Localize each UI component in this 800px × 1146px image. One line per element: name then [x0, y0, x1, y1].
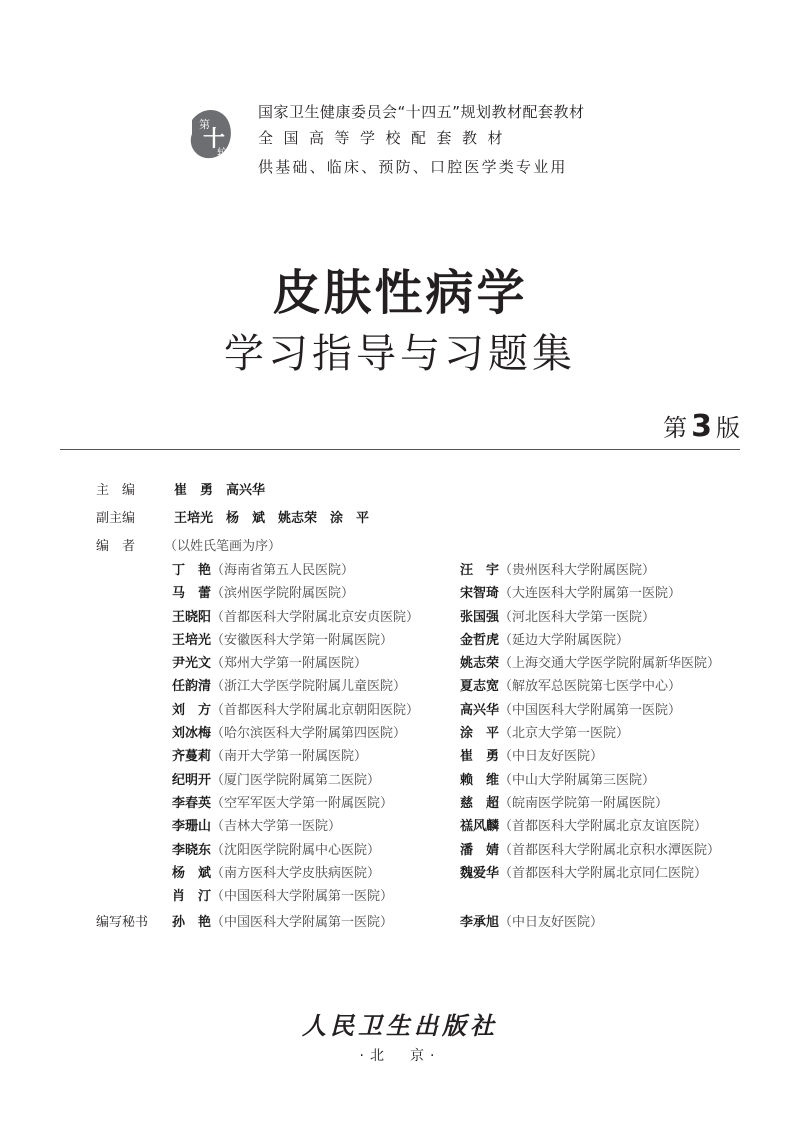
editor-affiliation: （吉林大学第一医院） [211, 819, 342, 835]
badge-char-2: 十 [203, 127, 226, 152]
editor-name: 禚风麟 [460, 819, 500, 835]
editor-entry [460, 702, 720, 725]
editor-name: 肖 汀 [172, 889, 212, 905]
editor-name: 夏志宽 [460, 679, 500, 695]
secretary-entry-2 [460, 914, 603, 932]
editor-name: 王晓阳 [172, 609, 212, 625]
editor-name: 马 蕾 [172, 586, 212, 602]
edition-suffix: 版 [716, 414, 740, 442]
editor-name: 金哲虎 [460, 632, 500, 648]
editor-affiliation: （浙江大学医学院附属儿童医院） [211, 679, 407, 695]
editor-entry [172, 748, 419, 771]
editor-entry [460, 585, 720, 608]
editor-name: 崔 勇 [460, 749, 500, 765]
deputy-editor-label: 副主编 [96, 511, 136, 526]
book-subtitle: 学习指导与习题集 [224, 331, 576, 377]
deputy-editor-names: 王培光 杨 斌 姚志荣 涂 平 [174, 511, 370, 526]
editor-name: 李珊山 [172, 819, 212, 835]
editor-name: 姚志荣 [460, 656, 500, 672]
editors-label: 编 者 [96, 539, 136, 554]
series-badge [186, 106, 236, 162]
editor-affiliation: （河北医科大学第一医院） [499, 609, 656, 625]
editor-name: 高兴华 [460, 702, 500, 718]
publisher-name: 人民卫生出版社 [302, 1012, 498, 1040]
editor-name: 刘 方 [172, 702, 212, 718]
editor-affiliation: （贵州医科大学附属医院） [499, 563, 656, 578]
edition-label [663, 408, 740, 444]
editor-affiliation: （中国医科大学附属第一医院） [499, 702, 682, 718]
editor-entry [172, 678, 419, 701]
editor-entry [172, 702, 419, 725]
editor-name: 宋智琦 [460, 586, 500, 602]
editors-right-column [460, 562, 720, 888]
editor-affiliation: （首都医科大学附属北京朝阳医院） [211, 702, 420, 718]
chief-editor-label: 主 编 [96, 483, 136, 498]
secretary-name: 孙 艳 [172, 915, 212, 930]
editors-left-column [172, 562, 419, 911]
secretary-affiliation: （中日友好医院） [499, 915, 604, 930]
editor-name: 赖 维 [460, 772, 500, 788]
editor-name: 魏爱华 [460, 865, 500, 881]
edition-prefix: 第 [663, 414, 688, 442]
series-line-1: 国家卫生健康委员会“十四五”规划教材配套教材 [258, 103, 585, 121]
editor-affiliation: （空军军医大学第一附属医院） [211, 795, 394, 811]
editor-affiliation: （滨州医学院附属医院） [211, 586, 355, 602]
secretary-name: 李承旭 [460, 915, 500, 930]
secretary-entry-1 [172, 914, 393, 932]
editor-name: 李晓东 [172, 842, 212, 858]
editor-affiliation: （北京大学第一医院） [499, 726, 630, 742]
editor-entry [172, 585, 419, 608]
editor-entry [172, 795, 419, 818]
editor-affiliation: （首都医科大学附属北京积水潭医院） [499, 842, 721, 858]
editor-name: 刘冰梅 [172, 726, 212, 742]
editors-order-note: （以姓氏笔画为序） [164, 539, 282, 554]
editor-affiliation: （哈尔滨医科大学附属第四医院） [211, 726, 407, 742]
secretary-label: 编写秘书 [96, 915, 149, 930]
editor-entry [172, 725, 419, 748]
chief-editor-names: 崔 勇 高兴华 [174, 483, 266, 498]
editor-name: 慈 超 [460, 795, 500, 811]
editor-name: 纪明开 [172, 772, 212, 788]
editor-entry [460, 655, 720, 678]
editor-entry [460, 818, 720, 841]
editor-affiliation: （皖南医学院第一附属医院） [499, 795, 669, 811]
editor-entry [172, 888, 419, 911]
editor-affiliation: （海南省第五人民医院） [211, 563, 355, 578]
editor-name: 齐蔓莉 [172, 749, 212, 765]
editor-affiliation: （首都医科大学附属北京同仁医院） [499, 865, 708, 881]
editor-entry [460, 562, 720, 585]
editor-name: 丁 艳 [172, 563, 212, 578]
editor-name: 尹光文 [172, 656, 212, 672]
publisher-city: ·北 京· [359, 1048, 441, 1064]
editor-entry [172, 772, 419, 795]
editor-entry [172, 842, 419, 865]
editor-name: 汪 宇 [460, 563, 500, 578]
editor-entry [172, 609, 419, 632]
editor-affiliation: （郑州大学第一附属医院） [211, 656, 368, 672]
editor-affiliation: （中山大学附属第三医院） [499, 772, 656, 788]
editor-entry [460, 865, 720, 888]
editor-entry [172, 632, 419, 655]
editor-affiliation: （解放军总医院第七医学中心） [499, 679, 682, 695]
editor-name: 任韵清 [172, 679, 212, 695]
divider-rule [60, 449, 740, 450]
editor-entry [460, 842, 720, 865]
editor-name: 李春英 [172, 795, 212, 811]
editor-affiliation: （中日友好医院） [499, 749, 604, 765]
badge-char-1: 第 [199, 118, 210, 131]
editor-entry [172, 655, 419, 678]
editor-affiliation: （中国医科大学附属第一医院） [211, 889, 394, 905]
editor-name: 张国强 [460, 609, 500, 625]
editor-affiliation: （延边大学附属医院） [499, 632, 630, 648]
editor-affiliation: （南方医科大学皮肤病医院） [211, 865, 381, 881]
editor-affiliation: （首都医科大学附属北京安贞医院） [211, 609, 420, 625]
editor-affiliation: （厦门医学院附属第二医院） [211, 772, 381, 788]
editor-name: 王培光 [172, 632, 212, 648]
editor-entry [172, 818, 419, 841]
editor-entry [460, 748, 720, 771]
editor-affiliation: （大连医科大学附属第一医院） [499, 586, 682, 602]
editor-entry [460, 632, 720, 655]
editor-entry [172, 865, 419, 888]
series-line-2: 全国高等学校配套教材 [258, 129, 514, 147]
badge-char-3: 轮 [217, 148, 227, 159]
editor-entry [460, 678, 720, 701]
editor-affiliation: （首都医科大学附属北京友谊医院） [499, 819, 708, 835]
editor-entry [460, 609, 720, 632]
book-title: 皮肤性病学 [272, 265, 528, 321]
editor-affiliation: （安徽医科大学第一附属医院） [211, 632, 394, 648]
editor-entry [460, 795, 720, 818]
editor-name: 杨 斌 [172, 865, 212, 881]
editor-entry [460, 772, 720, 795]
editor-affiliation: （沈阳医学院附属中心医院） [211, 842, 381, 858]
secretary-affiliation: （中国医科大学附属第一医院） [211, 915, 394, 930]
editor-affiliation: （上海交通大学医学院附属新华医院） [499, 656, 721, 672]
edition-number: 3 [691, 409, 712, 444]
editor-entry [172, 562, 419, 585]
editor-affiliation: （南开大学第一附属医院） [211, 749, 368, 765]
editor-name: 涂 平 [460, 726, 500, 742]
editor-name: 潘 婧 [460, 842, 500, 858]
series-line-3: 供基础、临床、预防、口腔医学类专业用 [258, 158, 568, 176]
editor-entry [460, 725, 720, 748]
